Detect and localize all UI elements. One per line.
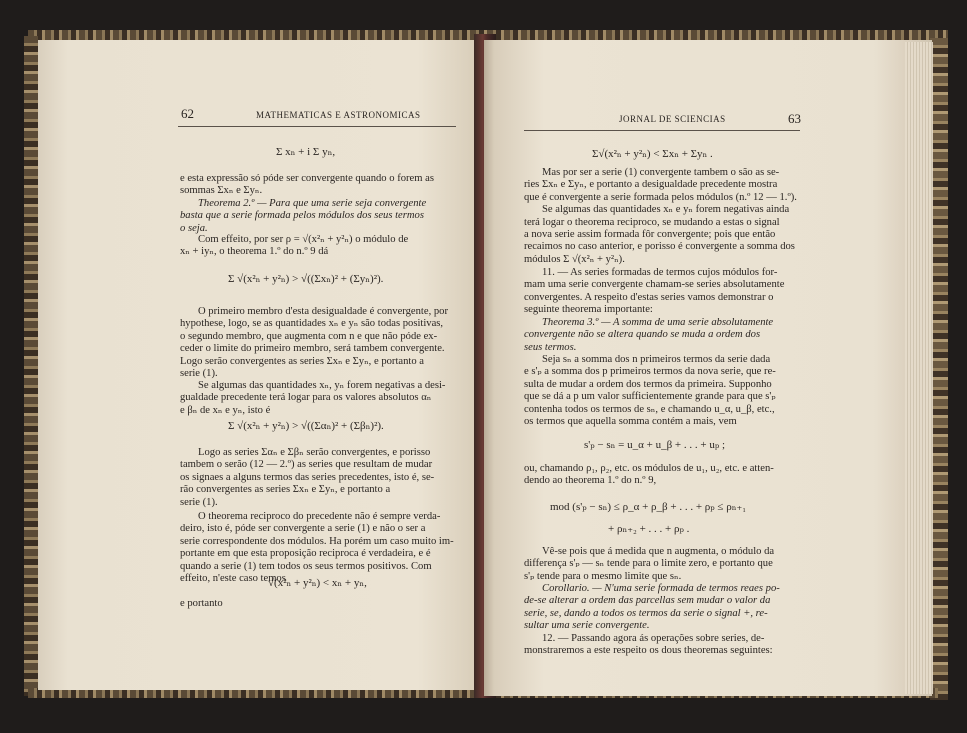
right-corollary: Corollario. — N'uma serie formada de termos reaes po- de-se alterar a ordem das parcellas sem mudar o valor da serie, se, dando a todos os termos da serie o signal +, re- sultar uma serie convergente. [524,583,780,632]
right-paragraph-4: ou, chamando ρ₁, ρ₂, etc. os módulos de u₁, u₂, etc. e atten- dendo ao theorema 1.º do n.º 9, [524,463,774,487]
right-equation-3-line-2: + ρₙ₊₂ + . . . + ρₚ . [608,523,690,535]
left-paragraph-5: Logo as series Σαₙ e Σβₙ serão convergentes, e porisso tambem o serão (12 — 2.º) as series que resultam de mudar os signaes a alguns termos das series precedentes, isto é, se- rão convergentes as series Σxₙ e Σyₙ, e portanto a serie (1). [180,447,435,508]
right-header-rule [524,130,800,131]
left-paragraph-7: e portanto [180,598,223,609]
left-paragraph-2: Com effeito, por ser ρ = √(x²ₙ + y²ₙ) o módulo de xₙ + iyₙ, o theorema 1.º do n.º 9 dá [180,234,409,258]
right-paragraph-3: Seja sₙ a somma dos n primeiros termos da serie dada e s'ₚ a somma dos p primeiros termos da nova serie, que re- sulta de mudar a ordem dos termos da primeira. Supponho que se dá a p um valor sufficientemente grande para que s'ₚ contenha todos os termos de sₙ, e chamando u_α, u_β, etc., os termos que aquella somma contém a mais, vem [524,354,776,428]
left-equation-3: Σ √(x²ₙ + y²ₙ) > √((Σαₙ)² + (Σβₙ)²). [228,420,384,432]
right-paragraph-5: Vê-se pois que á medida que n augmenta, o módulo da differença s'ₚ — sₙ tende para o limite zero, e portanto que s'ₚ tende para o mesmo limite que sₙ. [524,546,775,582]
right-paragraph-1: Mas por ser a serie (1) convergente tambem o são as se- ries Σxₙ e Σyₙ, e portanto a desigualdade precedente mostra que é convergente a serie formada pelos módulos (n.º 12 — 1.º). Se algumas das quantidades xₙ e yₙ forem negativas ainda terá logar o theorema reciproco, se mudando a estas o signal a nova serie assim formada fôr convergente; pois que então recaimos no caso anterior, e porisso é convergente a somma dos módulos Σ √(x²ₙ + y²ₙ). [524,167,797,265]
left-equation-2: Σ √(x²ₙ + y²ₙ) > √((Σxₙ)² + (Σyₙ)²). [228,273,384,285]
page-edges [905,42,933,694]
left-paragraph-3: O primeiro membro d'esta desigualdade é convergente, por hypothese, logo, se as quantidades xₙ e yₙ são todas positivas, o segundo membro, que augmenta com n e que não póde ex- ceder o limite do primeiro membro, será tambem convergente. Logo serão convergentes as series Σxₙ e Σyₙ, e portanto a serie (1). [180,306,448,380]
right-page [484,40,932,696]
right-paragraph-2: 11. — As series formadas de termos cujos módulos for- mam uma serie convergente chamam-se series absolutamente convergentes. A respeito d'estas series vamos demonstrar o seguinte theorema importante: [524,267,785,316]
right-page-number: 63 [788,111,801,126]
left-paragraph-1: e esta expressão só póde ser convergente quando o forem as sommas Σxₙ e Σyₙ. [180,173,434,197]
right-equation-3-line-1: mod (s'ₚ − sₙ) ≤ ρ_α + ρ_β + . . . + ρₚ ≤ ρₙ₊₁ [550,501,747,513]
left-paragraph-4: Se algumas das quantidades xₙ, yₙ forem negativas a desi- gualdade precedente terá logar para os valores absolutos αₙ e βₙ de xₙ e yₙ, isto é [180,380,446,416]
right-equation-2: s'ₚ − sₙ = u_α + u_β + . . . + uₚ ; [584,439,726,451]
left-theorem-2: Theorema 2.º — Para que uma serie seja convergente basta que a serie formada pelos módulos dos seus termos o seja. [180,198,427,234]
right-running-head: JORNAL DE SCIENCIAS [619,114,726,124]
left-paragraph-6: O theorema reciproco do precedente não é sempre verda- deiro, isto é, póde ser convergente a serie (1) e não o ser a serie correspondente dos módulos. Ha porém um caso muito im- portante em que esta proposição reciproca é verdadeira, e é quando a serie (1) tem todos os seus termos positivos. Com effeito, n'este caso temos [180,511,454,585]
right-paragraph-6: 12. — Passando agora ás operações sobre series, de- monstraremos a este respeito os dous theoremas seguintes: [524,633,773,657]
left-page-number: 62 [181,106,194,121]
left-equation-1: Σ xₙ + i Σ yₙ, [276,146,336,158]
left-header-rule [178,126,456,127]
marbled-edge-left [24,36,38,696]
right-theorem-3: Theorema 3.º — A somma de uma serie absolutamente convergente não se altera quando se muda a ordem dos seus termos. [524,317,774,353]
left-equation-4: √(x²ₙ + y²ₙ) < xₙ + yₙ, [268,577,367,589]
left-page [38,40,486,690]
right-equation-1: Σ√(x²ₙ + y²ₙ) < Σxₙ + Σyₙ . [592,148,713,160]
left-running-head: MATHEMATICAS E ASTRONOMICAS [256,110,421,120]
